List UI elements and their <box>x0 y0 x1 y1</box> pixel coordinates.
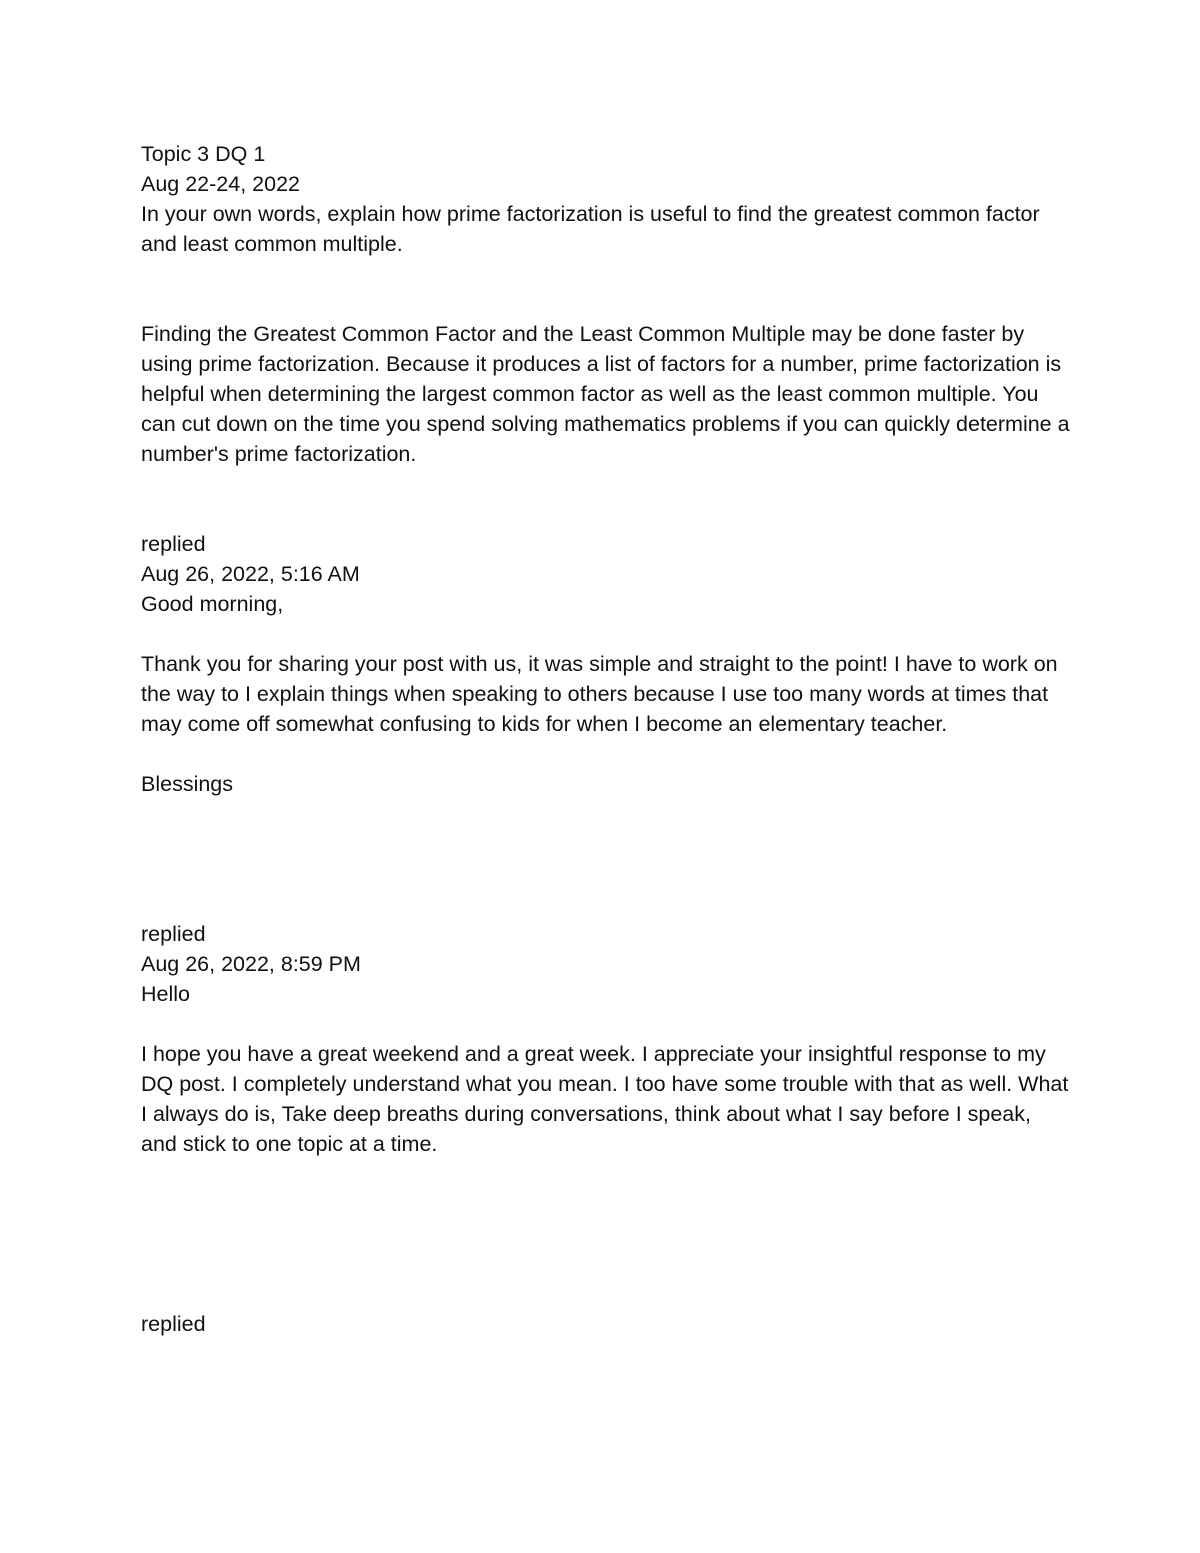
discussion-question: In your own words, explain how prime factorization is useful to find the greatest common factor and least common multiple. <box>141 202 1040 256</box>
document-body <box>141 139 1071 1339</box>
reply-block <box>141 529 1071 799</box>
reply-label: replied <box>141 532 206 556</box>
reply-block <box>141 1309 1071 1339</box>
reply-greeting: Good morning, <box>141 592 284 616</box>
reply-body: I hope you have a great weekend and a great week. I appreciate your insightful response to my DQ post. I completely understand what you mean. I too have some trouble with that as well. What I always do is, Take deep breaths during conversations, think about what I say before I speak, and stick to one topic at a time. <box>141 1042 1069 1156</box>
spacer <box>141 739 1071 769</box>
answer-paragraph: Finding the Greatest Common Factor and the Least Common Multiple may be done faster by using prime factorization. Because it produces a list of factors for a number, prime factorization is helpful when determining the largest common factor as well as the least common multiple. You can cut down on the time you spend solving mathematics problems if you can quickly determine a number's prime factorization. <box>141 322 1070 466</box>
reply-label: replied <box>141 922 206 946</box>
spacer <box>141 469 1071 529</box>
spacer <box>141 619 1071 649</box>
topic-title: Topic 3 DQ 1 <box>141 142 266 166</box>
spacer <box>141 1009 1071 1039</box>
reply-timestamp: Aug 26, 2022, 5:16 AM <box>141 562 360 586</box>
spacer <box>141 259 1071 319</box>
reply-body: Thank you for sharing your post with us, it was simple and straight to the point! I have to work on the way to I explain things when speaking to others because I use too many words at times that may come off somewhat confusing to kids for when I become an elementary teacher. <box>141 652 1058 736</box>
reply-closing: Blessings <box>141 772 234 796</box>
topic-date: Aug 22-24, 2022 <box>141 172 300 196</box>
reply-block <box>141 919 1071 1159</box>
reply-greeting: Hello <box>141 982 190 1006</box>
spacer <box>141 1159 1071 1309</box>
reply-timestamp: Aug 26, 2022, 8:59 PM <box>141 952 361 976</box>
reply-label: replied <box>141 1312 206 1336</box>
spacer <box>141 799 1071 919</box>
